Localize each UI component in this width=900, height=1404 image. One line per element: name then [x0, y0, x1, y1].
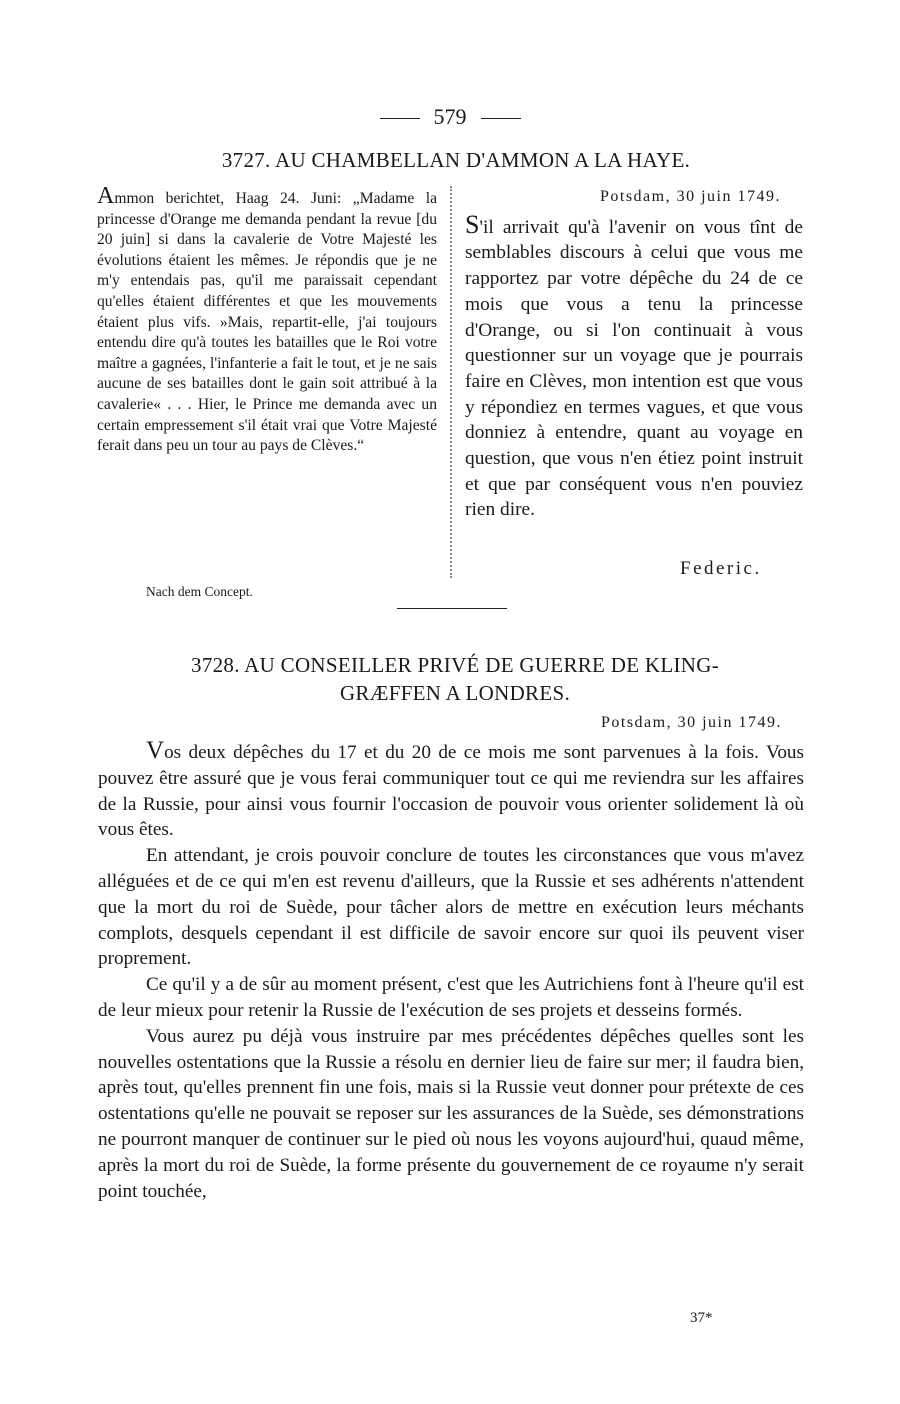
- section-rule: [397, 608, 507, 609]
- letter-3727-body: [465, 184, 803, 523]
- summary-initial: A: [97, 183, 115, 209]
- letter-3728-heading: [90, 651, 820, 707]
- letter-3727-paragraph: 'il arrivait qu'à l'avenir on vous tînt de semblables discours à celui que vous me rapportez par votre dépêche du 24 de ce mois que vous a tenu la princesse d'Orange, ou si l'on continuait à vous questionner sur un voyage que je pourrais faire en Clèves, mon intention est que vous y répondiez en termes vagues, et que vous donniez à entendre, quant au voyage en question, que vous n'en étiez point instruit et que par conséquent vous n'en pouviez rien dire.: [465, 216, 803, 521]
- source-note: Nach dem Concept.: [146, 584, 253, 599]
- paragraph-2: En attendant, je crois pouvoir conclure de toutes les circonstances que vous m'avez alléguées et de ce qui m'en est revenu d'ailleurs, que la Russie et ses adhérents n'attendent que la mort du roi de Suède, pour tâcher alors de mettre en exécution leurs méchants complots, desquels cependant il est difficile de savoir encore sur quoi ils peuvent viser proprement.: [98, 845, 804, 970]
- paragraph-1-text: os deux dépêches du 17 et du 20 de ce mois me sont parvenues à la fois. Vous pouvez être assuré que je vous ferai communiquer tout ce qui me reviendra sur les affaires de la Russie, pour ainsi vous fournir l'occasion de pouvoir vous orienter solidement là où vous êtes.: [98, 742, 804, 841]
- signature-mark: 37*: [690, 1310, 713, 1326]
- signature: Federic.: [680, 558, 762, 579]
- letter-3728-body: [98, 738, 804, 1204]
- paragraph-4: Vous aurez pu déjà vous instruire par mes précédentes dépêches quelles sont les nouvelles ostentations que la Russie a résolu en dernier lieu de faire sur mer; il faudra bien, après tout, qu'elles prennent fin une fois, mais si la Russie veut donner pour prétexte de ces ostentations qu'elle ne pouvait se reposer sur les assurances de la Suède, ses démonstrations ne pourront manquer de continuer sur le pied où nous les voyons aujourd'hui, quaud même, après la mort du roi de Suède, la forme présente du gouvernement de ce royaume n'y serait point touchée,: [98, 1025, 804, 1202]
- letter-3728-heading-line2: GRÆFFEN A LONDRES.: [339, 681, 571, 705]
- dash-left: [380, 118, 420, 119]
- paragraph-3: Ce qu'il y a de sûr au moment présent, c'est que les Autrichiens font à l'heure qu'il est de leur mieux pour retenir la Russie de l'exécution de ses projets et desseins formés.: [98, 974, 804, 1021]
- page-number: [0, 104, 900, 130]
- letter-3727-heading: 3727. AU CHAMBELLAN D'AMMON A LA HAYE.: [221, 148, 691, 172]
- letter-3727-text: [465, 209, 803, 523]
- dash-right: [481, 118, 521, 119]
- paragraph-1: [98, 738, 804, 843]
- letter-3728-heading-line1: 3728. AU CONSEILLER PRIVÉ DE GUERRE DE KLING-: [191, 653, 719, 677]
- paragraph-1-initial: V: [146, 737, 165, 764]
- page-number-text: 579: [433, 104, 467, 129]
- summary-text: mmon berichtet, Haag 24. Juni: „Madame la princesse d'Orange me demanda pendant la revue [du 20 juin] si dans la cavalerie de Votre Majesté les évolutions étaient les mêmes. Je répondis que je ne m'y entendais pas, qu'il me paraissait cependant qu'elles étaient différentes et que les mouvements étaient plus vifs. »Mais, repartit-elle, j'ai toujours entendu dire qu'à toutes les batailles que le Roi votre maître a gagnées, l'infanterie a fait le tout, et je ne sais aucune de ses batailles dont le gain soit attribué à la cavalerie« . . . Hier, le Prince me demanda avec un certain empressement s'il était vrai que Votre Majesté ferait dans peu un tour au pays de Clèves.“: [97, 190, 437, 455]
- summary-note: [97, 183, 437, 457]
- letter-3727-initial: S: [465, 209, 480, 239]
- letter-3727-place-date: Potsdam, 30 juin 1749.: [599, 188, 781, 205]
- letter-3728-place-date: Potsdam, 30 juin 1749.: [600, 714, 782, 731]
- column-divider: [450, 186, 452, 578]
